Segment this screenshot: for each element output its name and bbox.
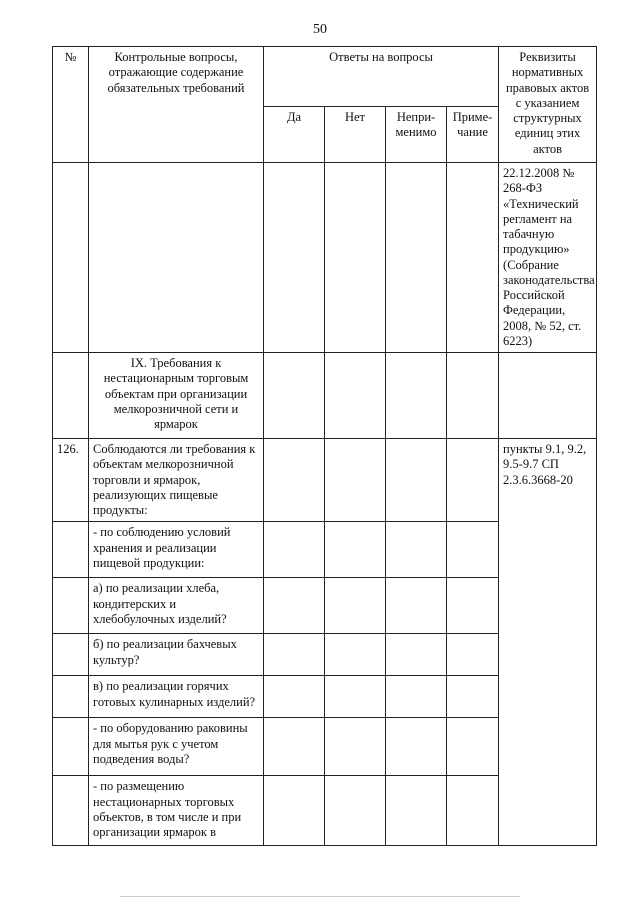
answer-na-cell[interactable] [386, 578, 447, 634]
requisites-cell: 22.12.2008 № 268-ФЗ «Технический регламент на табачную продукцию» (Собрание законодательства Российской Федерации, 2008, № 52, ст. 6223) [499, 163, 597, 353]
answer-yes-cell[interactable] [264, 578, 325, 634]
header-note: Приме-чание [447, 107, 499, 163]
answer-na-cell[interactable] [386, 439, 447, 522]
checklist-table [52, 46, 597, 846]
answer-no-cell[interactable] [325, 439, 386, 522]
question-text: а) по реализации хлеба, кондитерских и хлебобулочных изделий? [89, 578, 264, 634]
note-cell[interactable] [447, 163, 499, 353]
note-cell[interactable] [447, 522, 499, 578]
table-row [53, 163, 597, 353]
question-text: Соблюдаются ли требования к объектам мелкорозничной торговли и ярмарок, реализующих пищевые продукты: [89, 439, 264, 522]
answer-no-cell[interactable] [325, 776, 386, 846]
header-yes: Да [264, 107, 325, 163]
answer-na-cell[interactable] [386, 634, 447, 676]
answer-yes-cell[interactable] [264, 676, 325, 718]
item-number: 126. [53, 439, 89, 522]
question-text: в) по реализации горячих готовых кулинарных изделий? [89, 676, 264, 718]
note-cell[interactable] [447, 676, 499, 718]
header-no: Нет [325, 107, 386, 163]
table-row [53, 353, 597, 439]
page-number: 50 [313, 22, 327, 37]
answer-no-cell[interactable] [325, 676, 386, 718]
note-cell[interactable] [447, 776, 499, 846]
requisites-cell: пункты 9.1, 9.2, 9.5-9.7 СП 2.3.6.3668-20 [499, 439, 597, 846]
section-title: IX. Требования к нестационарным торговым объектам при организации мелкорозничной сети и ярмарок [89, 353, 264, 439]
answer-na-cell[interactable] [386, 522, 447, 578]
header-answers: Ответы на вопросы [264, 47, 499, 107]
answer-yes-cell[interactable] [264, 634, 325, 676]
answer-na-cell[interactable] [386, 718, 447, 776]
answer-no-cell[interactable] [325, 634, 386, 676]
note-cell[interactable] [447, 718, 499, 776]
answer-no-cell[interactable] [325, 163, 386, 353]
answer-na-cell[interactable] [386, 676, 447, 718]
header-requisites: Реквизиты нормативных правовых актов с указанием структурных единиц этих актов [499, 47, 597, 163]
note-cell[interactable] [447, 439, 499, 522]
header-not-applicable: Непри-менимо [386, 107, 447, 163]
question-text: - по размещению нестационарных торговых объектов, в том числе и при организации ярмарок в [89, 776, 264, 846]
header-questions: Контрольные вопросы, отражающие содержание обязательных требований [89, 47, 264, 163]
note-cell[interactable] [447, 634, 499, 676]
answer-na-cell[interactable] [386, 776, 447, 846]
question-text: - по оборудованию раковины для мытья рук с учетом подведения воды? [89, 718, 264, 776]
answer-na-cell[interactable] [386, 163, 447, 353]
answer-yes-cell[interactable] [264, 776, 325, 846]
answer-yes-cell[interactable] [264, 718, 325, 776]
question-text: б) по реализации бахчевых культур? [89, 634, 264, 676]
note-cell[interactable] [447, 578, 499, 634]
answer-no-cell[interactable] [325, 522, 386, 578]
answer-yes-cell[interactable] [264, 522, 325, 578]
page-bottom-divider [120, 896, 520, 897]
answer-no-cell[interactable] [325, 718, 386, 776]
table-row [53, 439, 597, 522]
answer-yes-cell[interactable] [264, 163, 325, 353]
header-number: № [53, 47, 89, 163]
question-text: - по соблюдению условий хранения и реализации пищевой продукции: [89, 522, 264, 578]
answer-yes-cell[interactable] [264, 439, 325, 522]
answer-no-cell[interactable] [325, 578, 386, 634]
